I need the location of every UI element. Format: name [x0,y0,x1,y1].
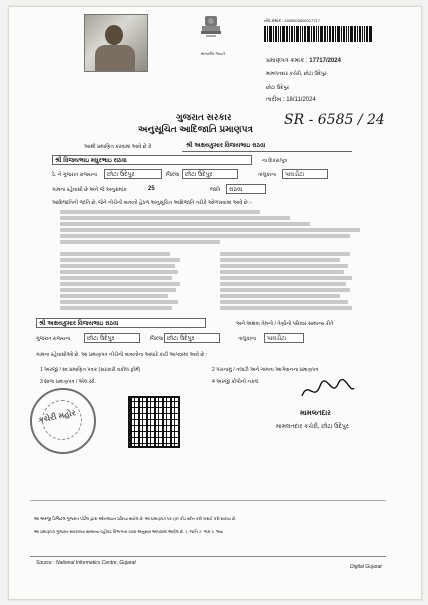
certificate-number: પ્રમાણપત્ર ક્રમાંક : 17717/2024 [266,58,341,64]
village2-field: પાવડીટા [264,333,304,343]
district2-field: છોટા ઉદેપુર [84,333,140,343]
taluka-label: જિલ્લા [166,172,180,178]
handwritten-reference: SR - 6585 / 24 [284,112,385,128]
taluka2-field: છોટા ઉદેપુર [164,333,220,343]
qr-code [128,396,180,448]
signer-title: મામલતદાર [300,410,331,417]
applicant-photo [84,14,148,72]
village-label: ઠે. ને ગુજરાત રાજ્યના [52,172,98,178]
title-certificate: અનુસૂચિત આદિજાતિ પ્રમાણપત્ર [138,124,253,134]
footer-note-1: આ અરજી ડિજિટલ ગુજરાત પોર્ટલ દ્વારા ઓનલાઇન પ્રક્રિયા થયેલ છે. આ પ્રમાણપત્ર પર QR કોડ સ્કેન કરી ખરાઈ કરી શકાય છે. [34,516,237,521]
signer-office: મામલતદાર કચેરી, છોટા ઉદેપુર [276,424,349,430]
intro-text: આથી પ્રમાણિત કરવામાં આવે છે કે [84,144,152,150]
emblem-caption: સત્યમેવ જયતે [200,51,226,56]
taluka2-label: જિલ્લા [150,336,164,342]
office-line2: છોટા ઉદેપુર [266,85,290,91]
father-name-field: શ્રી વિજયભાઇ મધુરભાઇ રાઠવા [52,155,252,165]
applicant-name: શ્રી અક્ષયકુમાર વિજયભાઇ રાઠવા [186,143,266,149]
seal-text: કચેરી મહોર [37,408,77,425]
ashoka-emblem-icon [196,12,226,50]
signature-scribble [298,376,358,404]
taluka-suffix: તાલુકાના [258,172,277,178]
footer-note-2: આ પ્રમાણપત્ર ગુજરાત સરકારના સામાન્ય વહીવટ વિભાગના ઠરાવ અનુસાર આપવામાં આવેલ છે. 1. જાતિ 2. ગામ 3. ભાષા [34,529,224,534]
village-field: પાવડીટા [282,169,328,179]
title-government: ગુજરાત સરકાર [176,112,232,122]
declaration-text: આદિજાતિની જાતિ છે, જેને નીચેની બાબતો હેઠળ અનુસૂચિત આદિજાતિ તરીકે ઓળખવામાં આવે છે :- [52,200,253,206]
caste-field: રાઠવા [226,184,266,194]
district2-label: ગુજરાત રાજ્યના [36,336,71,342]
basis-item: 2 પંચનામું / તલાટી અને ગામના આગેવાનના પ્રમાણપત્ર [212,367,319,373]
office-line1: મામલતદાર કચેરી, છોટા ઉદેપુર [266,71,327,77]
caste-label: જાતિ [210,187,221,193]
basis-item: 1 અરજી / સ્વ પ્રમાણિત પત્રક (સરકારી વકીલ ફોર્મ) [40,367,141,373]
footer-brand: Digital Gujarat [350,564,382,570]
issue-date: તારીખ : 18/11/2024 [266,97,316,103]
relation-text: ના દિકરા/પુત્ર [262,158,288,164]
footer-source: Source : National Informatics Centre, Gujarat [36,560,136,566]
basis-item: 4 અરજી કોપીની નકલ [212,379,259,385]
caste-prefix: ગામના રહેવાસી છે અને જે અનુક્રમાંક [52,187,127,193]
barcode [264,26,386,42]
residence-note: અને અથવા તેમનો / તેણીનો પરિવાર સામાન્ય રીતે [236,321,334,327]
serial-number: 25 [148,186,155,192]
taluka2-suffix: તાલુકાના [238,336,257,342]
basis-item: 3 શાળા પ્રમાણપત્ર / એલ.સી. [40,379,96,385]
taluka-field: છોટા ઉદેપુર [182,169,238,179]
barcode-number: નોંધ ક્રમાંક : 2400002600017717 [264,18,320,23]
district-field: છોટા ઉદેપુર [104,169,162,179]
applicant-name-repeat: શ્રી અક્ષયકુમાર વિજયભાઇ રાઠવા [36,318,206,328]
residence-end: ગામના રહેવાસીઓ છે. આ પ્રમાણપત્ર નીચેની બાબતોના આધારે કાઢી આપવામાં આવે છે : [36,352,207,358]
